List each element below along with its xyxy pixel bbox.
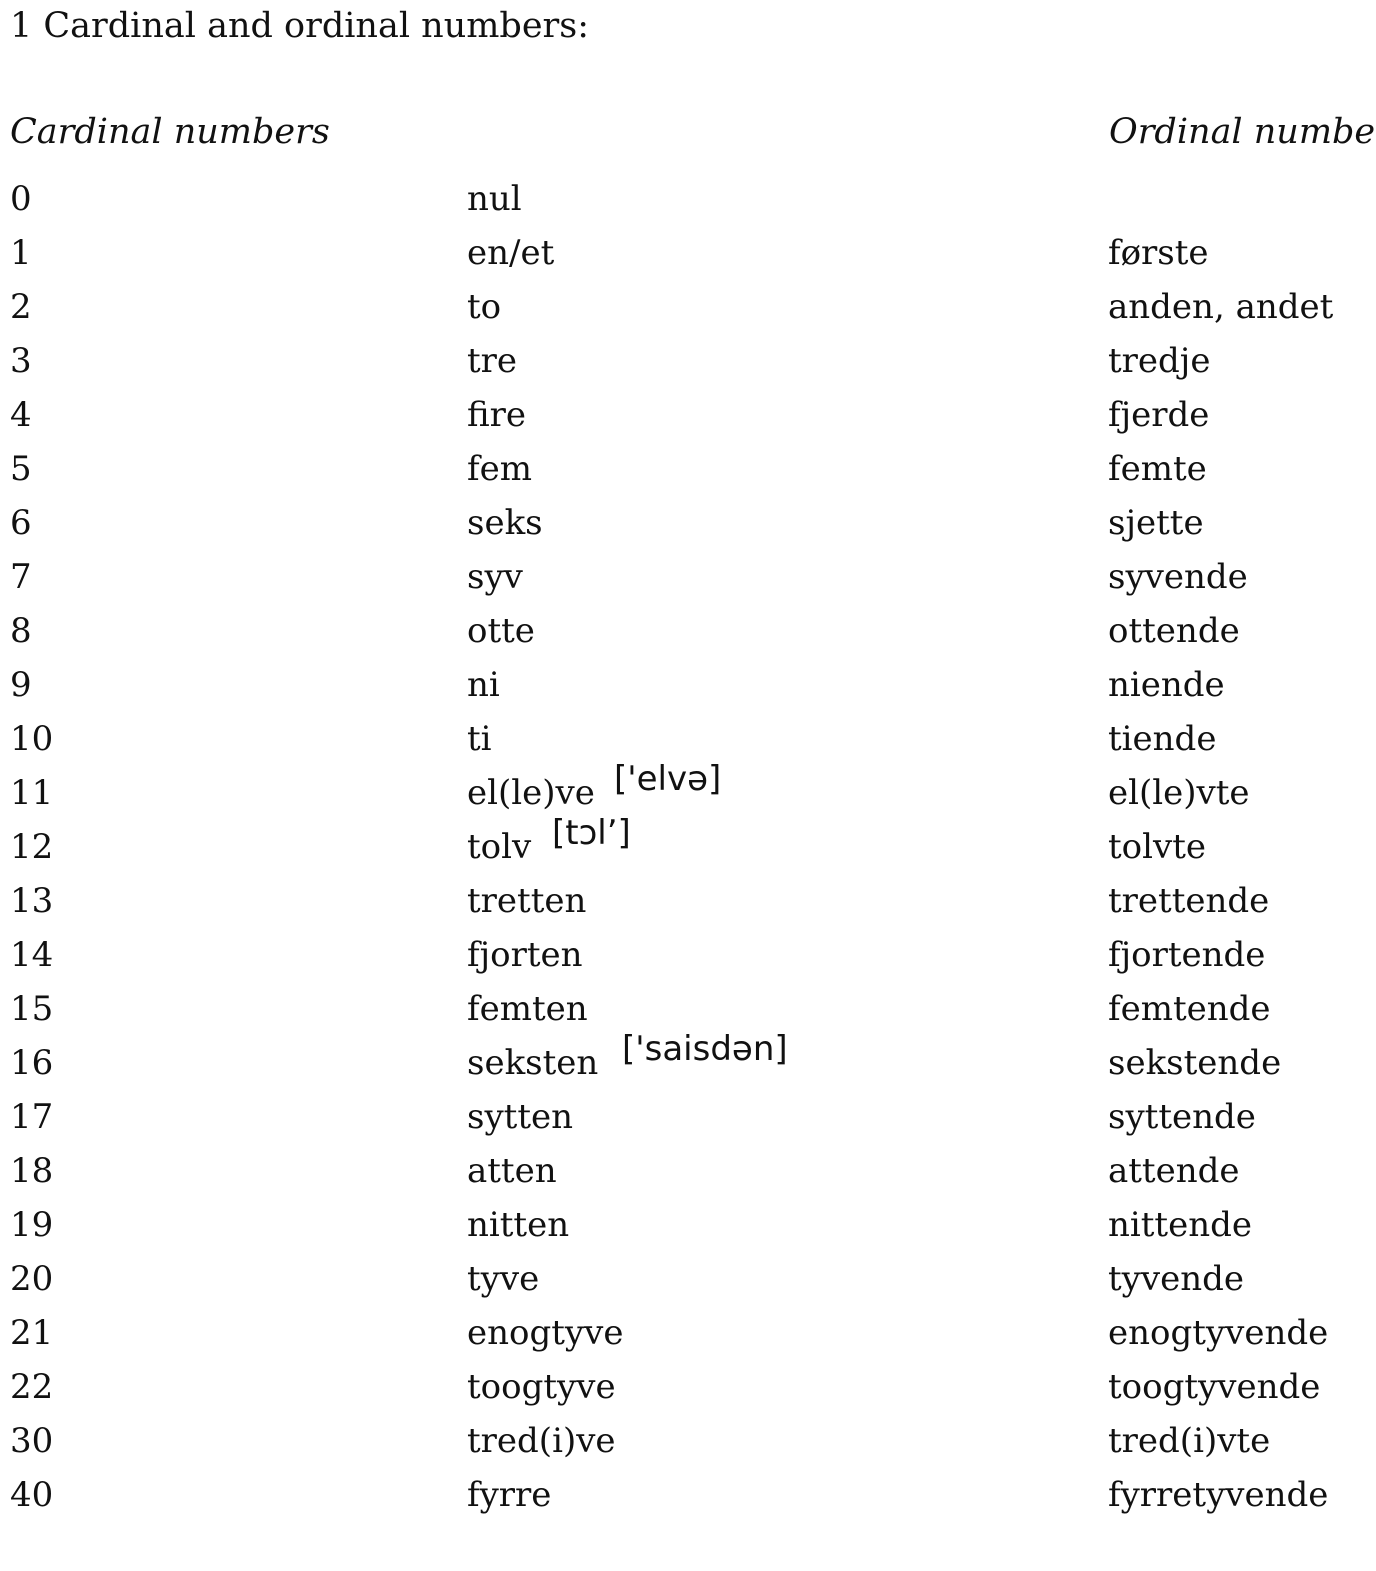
- cardinal-word-cell: ni: [467, 665, 500, 705]
- ordinal-word-cell: fjortende: [1108, 935, 1266, 975]
- ordinal-word-cell: sjette: [1108, 503, 1204, 543]
- number-cell: 2: [10, 287, 32, 327]
- cardinal-word-cell: seks: [467, 503, 543, 543]
- number-cell: 1: [10, 233, 32, 273]
- table-row: [0, 284, 1376, 338]
- table-row: [0, 759, 1376, 824]
- number-cell: 21: [10, 1313, 54, 1353]
- table-row: [0, 813, 1376, 878]
- number-cell: 10: [10, 719, 54, 759]
- table-row: [0, 1472, 1376, 1526]
- pronunciation-cell: [tɔl’]: [552, 813, 631, 853]
- pronunciation-cell: ['saisdən]: [622, 1029, 788, 1069]
- table-row: [0, 1029, 1376, 1094]
- ordinal-word-cell: tolvte: [1108, 827, 1206, 867]
- number-cell: 30: [10, 1421, 54, 1461]
- table-row: [0, 1094, 1376, 1148]
- cardinal-word-cell: nitten: [467, 1205, 570, 1245]
- ordinal-word-cell: tyvende: [1108, 1259, 1244, 1299]
- table-row: [0, 932, 1376, 986]
- page-title: 1 Cardinal and ordinal numbers:: [10, 6, 590, 46]
- ordinal-word-cell: syttende: [1108, 1097, 1256, 1137]
- cardinal-word-cell: atten: [467, 1151, 557, 1191]
- table-row: [0, 1310, 1376, 1364]
- cardinal-word-cell: toogtyve: [467, 1367, 616, 1407]
- table-row: [0, 446, 1376, 500]
- ordinal-word-cell: toogtyvende: [1108, 1367, 1321, 1407]
- table-row: [0, 176, 1376, 230]
- cardinal-word-cell: el(le)ve: [467, 773, 595, 813]
- ordinal-word-cell: tred(i)vte: [1108, 1421, 1271, 1461]
- number-cell: 13: [10, 881, 54, 921]
- ordinal-word-cell: første: [1108, 233, 1209, 273]
- table-row: [0, 608, 1376, 662]
- table-row: [0, 1256, 1376, 1310]
- ordinal-word-cell: syvende: [1108, 557, 1248, 597]
- table-row: [0, 392, 1376, 446]
- cardinal-word-cell: fyrre: [467, 1475, 552, 1515]
- cardinal-word-cell: tolv: [467, 827, 532, 867]
- cardinal-word-cell: en/et: [467, 233, 555, 273]
- cardinal-word-cell: tred(i)ve: [467, 1421, 616, 1461]
- ordinal-word-cell: femtende: [1108, 989, 1271, 1029]
- table-row: [0, 1202, 1376, 1256]
- cardinal-word-cell: ti: [467, 719, 492, 759]
- number-cell: 15: [10, 989, 54, 1029]
- cardinal-word-cell: nul: [467, 179, 522, 219]
- ordinal-word-cell: el(le)vte: [1108, 773, 1250, 813]
- ordinal-word-cell: attende: [1108, 1151, 1240, 1191]
- table-row: [0, 1364, 1376, 1418]
- ordinal-word-cell: fyrretyvende: [1108, 1475, 1329, 1515]
- number-cell: 0: [10, 179, 32, 219]
- table-row: [0, 500, 1376, 554]
- ordinal-word-cell: femte: [1108, 449, 1207, 489]
- number-cell: 6: [10, 503, 32, 543]
- number-cell: 19: [10, 1205, 54, 1245]
- number-cell: 12: [10, 827, 54, 867]
- numbers-table: [0, 176, 1376, 1526]
- number-cell: 18: [10, 1151, 54, 1191]
- cardinal-word-cell: fem: [467, 449, 532, 489]
- cardinal-word-cell: tretten: [467, 881, 587, 921]
- ordinal-word-cell: niende: [1108, 665, 1225, 705]
- number-cell: 5: [10, 449, 32, 489]
- pronunciation-cell: ['elvə]: [614, 759, 722, 799]
- table-row: [0, 878, 1376, 932]
- number-cell: 14: [10, 935, 54, 975]
- table-row: [0, 338, 1376, 392]
- number-cell: 8: [10, 611, 32, 651]
- cardinal-word-cell: syv: [467, 557, 523, 597]
- cardinal-column-header: Cardinal numbers: [10, 112, 330, 152]
- number-cell: 17: [10, 1097, 54, 1137]
- ordinal-word-cell: trettende: [1108, 881, 1270, 921]
- ordinal-word-cell: sekstende: [1108, 1043, 1282, 1083]
- ordinal-word-cell: anden, andet: [1108, 287, 1334, 327]
- number-cell: 40: [10, 1475, 54, 1515]
- table-row: [0, 1148, 1376, 1202]
- table-row: [0, 554, 1376, 608]
- table-row: [0, 230, 1376, 284]
- cardinal-word-cell: to: [467, 287, 502, 327]
- ordinal-word-cell: tredje: [1108, 341, 1211, 381]
- number-cell: 11: [10, 773, 54, 813]
- number-cell: 16: [10, 1043, 54, 1083]
- cardinal-word-cell: tyve: [467, 1259, 540, 1299]
- ordinal-word-cell: ottende: [1108, 611, 1240, 651]
- number-cell: 4: [10, 395, 32, 435]
- table-row: [0, 662, 1376, 716]
- ordinal-word-cell: tiende: [1108, 719, 1217, 759]
- ordinal-word-cell: nittende: [1108, 1205, 1253, 1245]
- cardinal-word-cell: otte: [467, 611, 535, 651]
- ordinal-column-header: Ordinal numbe: [1109, 112, 1376, 152]
- cardinal-word-cell: femten: [467, 989, 588, 1029]
- number-cell: 3: [10, 341, 32, 381]
- ordinal-word-cell: fjerde: [1108, 395, 1210, 435]
- cardinal-word-cell: fjorten: [467, 935, 583, 975]
- table-row: [0, 1418, 1376, 1472]
- number-cell: 7: [10, 557, 32, 597]
- cardinal-word-cell: seksten: [467, 1043, 599, 1083]
- number-cell: 20: [10, 1259, 54, 1299]
- number-cell: 9: [10, 665, 32, 705]
- cardinal-word-cell: fire: [467, 395, 527, 435]
- cardinal-word-cell: enogtyve: [467, 1313, 624, 1353]
- number-cell: 22: [10, 1367, 54, 1407]
- ordinal-word-cell: enogtyvende: [1108, 1313, 1329, 1353]
- cardinal-word-cell: sytten: [467, 1097, 574, 1137]
- cardinal-word-cell: tre: [467, 341, 518, 381]
